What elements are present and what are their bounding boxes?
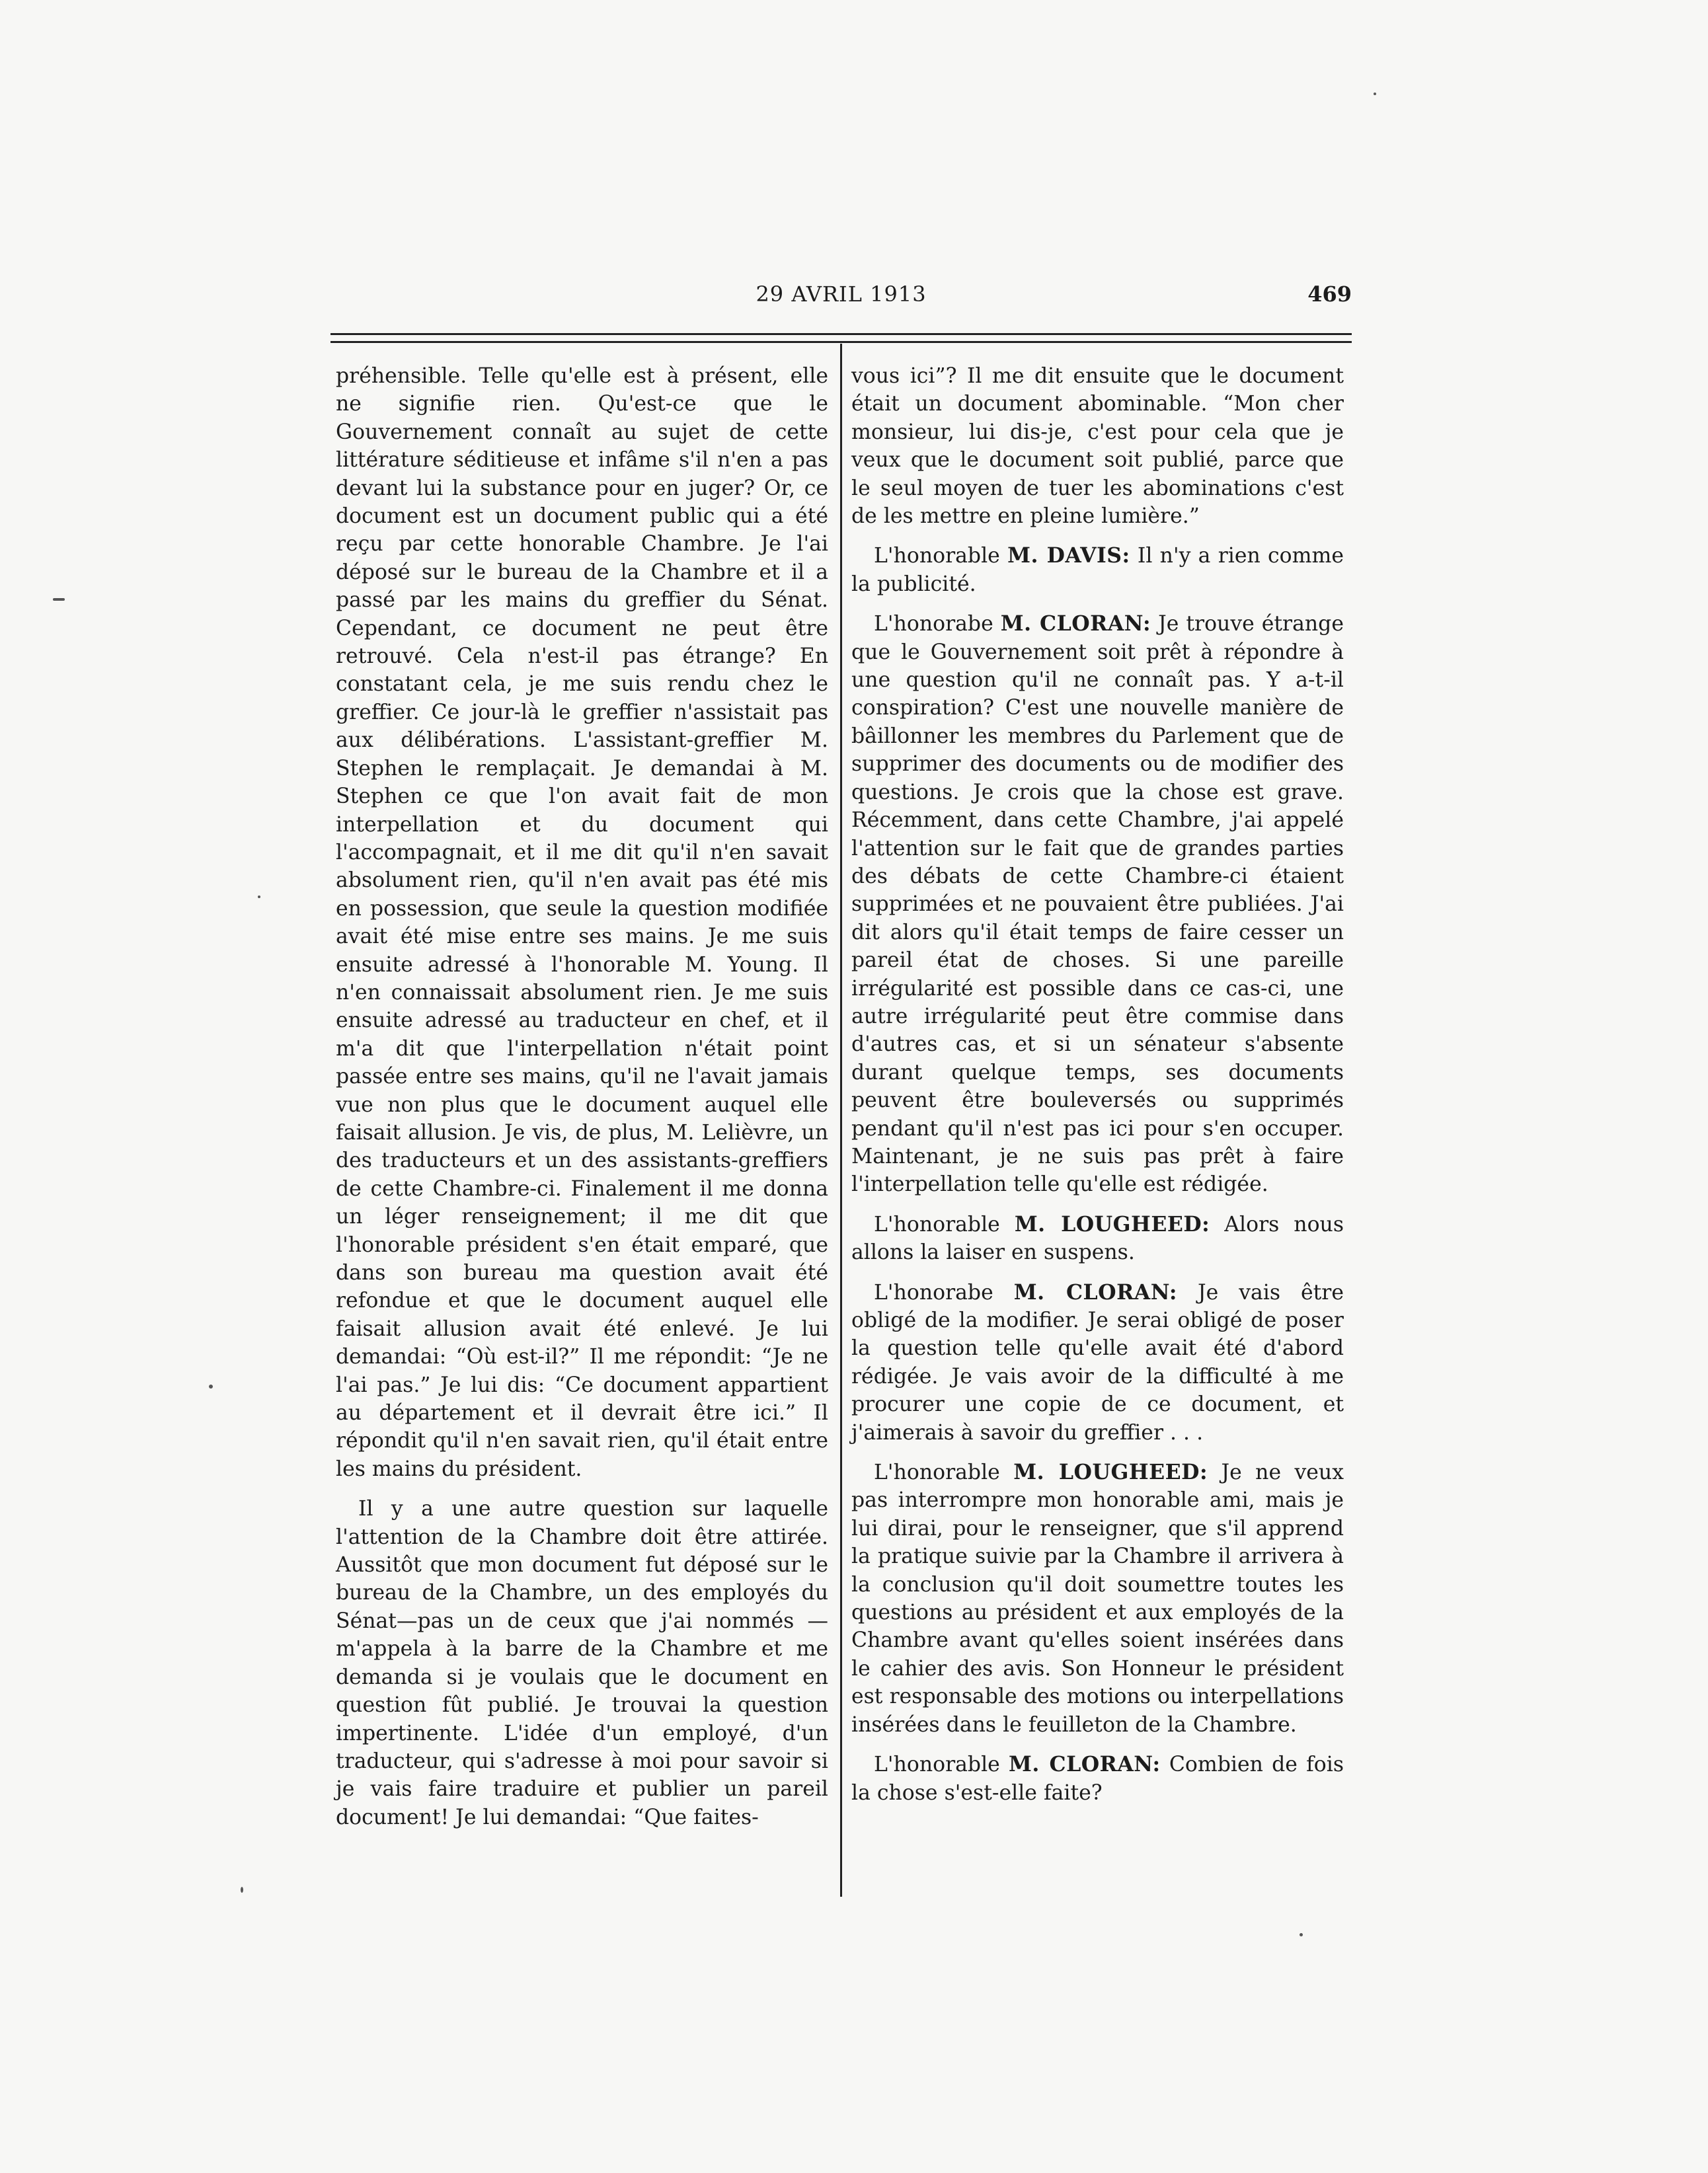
speech-text: Combien de fois la chose s'est-elle faite? <box>851 1753 1344 1805</box>
header-rule-top <box>330 333 1352 335</box>
speaker-prefix: L'honorabe <box>874 1280 993 1305</box>
column-divider <box>840 344 842 1897</box>
speaker-prefix: L'honorable <box>874 544 1000 568</box>
scan-speck <box>209 1385 213 1389</box>
right-column <box>851 362 1344 1819</box>
speaker-name: M. CLORAN: <box>1013 1279 1178 1305</box>
speaker-prefix: L'honorabe <box>874 612 993 636</box>
scan-speck <box>241 1887 243 1893</box>
speech-davis <box>851 542 1344 598</box>
speech-text: Je ne veux pas interrompre mon honorable ami, mais je lui dirai, pour le renseigner, que s'il apprend la pratique suivie par la Chambre il arrivera à la conclusion qu'il doit soumettre toutes les questions au président et aux employés de la Chambre avant qu'elles soient insérées dans le cahier des avis. Son Honneur le président est responsable des motions ou interpellations insérées dans le feuilleton de la Chambre. <box>851 1461 1344 1737</box>
speaker-name: M. DAVIS: <box>1007 543 1130 568</box>
speech-lougheed-2 <box>851 1459 1344 1739</box>
speaker-prefix: L'honorable <box>874 1461 1000 1485</box>
scan-speck <box>1300 1933 1303 1936</box>
speech-text: Alors nous allons la laiser en suspens. <box>851 1212 1344 1265</box>
left-paragraph-1: préhensible. Telle qu'elle est à présent, elle ne signifie rien. Qu'est-ce que le Gouvernement connaît au sujet de cette littérature séditieuse et infâme s'il n'en a pas devant lui la substance pour en juger? Or, ce document est un document public qui a été reçu par cette honorable Chambre. Je l'ai déposé sur le bureau de la Chambre et il a passé par les mains du greffier du Sénat. Cependant, ce document ne peut être retrouvé. Cela n'est-il pas étrange? En constatant cela, je me suis rendu chez le greffier. Ce jour-là le greffier n'assistait pas aux délibérations. L'assistant-greffier M. Stephen le remplaçait. Je demandai à M. Stephen ce que l'on avait fait de mon interpellation et du document qui l'accompagnait, et il me dit qu'il n'en savait absolument rien, qu'il n'en avait pas été mis en possession, que seule la question modifiée avait été mise entre ses mains. Je me suis ensuite adressé à l'honorable M. Young. Il n'en connaissait absolument rien. Je me suis ensuite adressé au traducteur en chef, et il m'a dit que l'interpellation n'était point passée entre ses mains, qu'il ne l'avait jamais vue non plus que le document auquel elle faisait allusion. Je vis, de plus, M. Lelièvre, un des traducteurs et un des assistants-greffiers de cette Chambre-ci. Finalement il me donna un léger renseignement; il me dit que l'honorable président s'en était emparé, que dans son bureau ma question avait été refondue et que le document auquel elle faisait allusion avait été enlevé. Je lui demandai: “Où est-il?” Il me répondit: “Je ne l'ai pas.” Je lui dis: “Ce document appartient au département et il devrait être ici.” Il répondit qu'il n'en savait rien, qu'il était entre les mains du président. <box>336 364 828 1481</box>
speech-cloran-2 <box>851 1279 1344 1447</box>
speaker-name: M. LOUGHEED: <box>1013 1460 1208 1485</box>
header-date: 29 AVRIL 1913 <box>756 282 927 307</box>
speech-lougheed-1 <box>851 1211 1344 1267</box>
scan-speck <box>258 896 260 898</box>
scan-speck <box>53 598 65 601</box>
speech-text: Je trouve étrange que le Gouvernement soit prêt à répondre à une question qu'il ne connaît pas. Y a-t-il conspiration? C'est une nouvelle manière de bâillonner les membres du Parlement que de supprimer des documents ou de modifier des questions. Je crois que la chose est grave. Récemment, dans cette Chambre, j'ai appelé l'attention sur le fait que de grandes parties des débats de cette Chambre-ci étaient supprimées et ne pouvaient être publiées. J'ai dit alors qu'il était temps de faire cesser un pareil état de choses. Si une pareille irrégularité est possible dans ce cas-ci, une autre irrégularité peut être commise dans d'autres cas, et si un sénateur s'absente durant quelque temps, ses documents peuvent être bouleversés ou supprimés pendant qu'il n'est pas ici pour s'en occuper. Maintenant, je ne suis pas prêt à faire l'interpellation telle qu'elle est rédigée. <box>851 612 1344 1197</box>
left-paragraph-2: Il y a une autre question sur laquelle l'attention de la Chambre doit être attirée. Aussitôt que mon document fut déposé sur le bureau de la Chambre, un des employés du Sénat—pas un de ceux que j'ai nommés —m'appela à la barre de la Chambre et me demanda si je voulais que le document en question fût publié. Je trouvai la question impertinente. L'idée d'un employé, d'un traducteur, qui s'adresse à moi pour savoir si je vais faire traduire et publier un pareil document! Je lui demandai: “Que faites- <box>336 1497 828 1829</box>
scan-speck <box>1374 93 1376 95</box>
speaker-prefix: L'honorable <box>874 1753 1000 1777</box>
right-paragraph-1: vous ici”? Il me dit ensuite que le document était un document abominable. “Mon cher monsieur, lui dis-je, c'est pour cela que je veux que le document soit publié, parce que le seul moyen de tuer les abominations c'est de les mettre en pleine lumière.” <box>851 364 1344 529</box>
left-column <box>336 362 828 1843</box>
page-header <box>330 278 1352 317</box>
header-rule-bottom <box>330 341 1352 343</box>
speaker-name: M. CLORAN: <box>1009 1752 1161 1777</box>
speech-text: Il n'y a rien comme la publicité. <box>851 544 1344 596</box>
speaker-name: M. CLORAN: <box>1000 611 1151 636</box>
page-number: 469 <box>1307 282 1352 307</box>
speech-cloran-1 <box>851 610 1344 1199</box>
speech-cloran-3 <box>851 1751 1344 1807</box>
speaker-name: M. LOUGHEED: <box>1014 1211 1210 1237</box>
speaker-prefix: L'honorable <box>874 1212 1000 1237</box>
speech-text: Je vais être obligé de la modifier. Je serai obligé de poser la question telle qu'elle avait été d'abord rédigée. Je vais avoir de la difficulté à me procurer une copie de ce document, et j'aimerais à savoir du greffier . . . <box>851 1280 1344 1445</box>
